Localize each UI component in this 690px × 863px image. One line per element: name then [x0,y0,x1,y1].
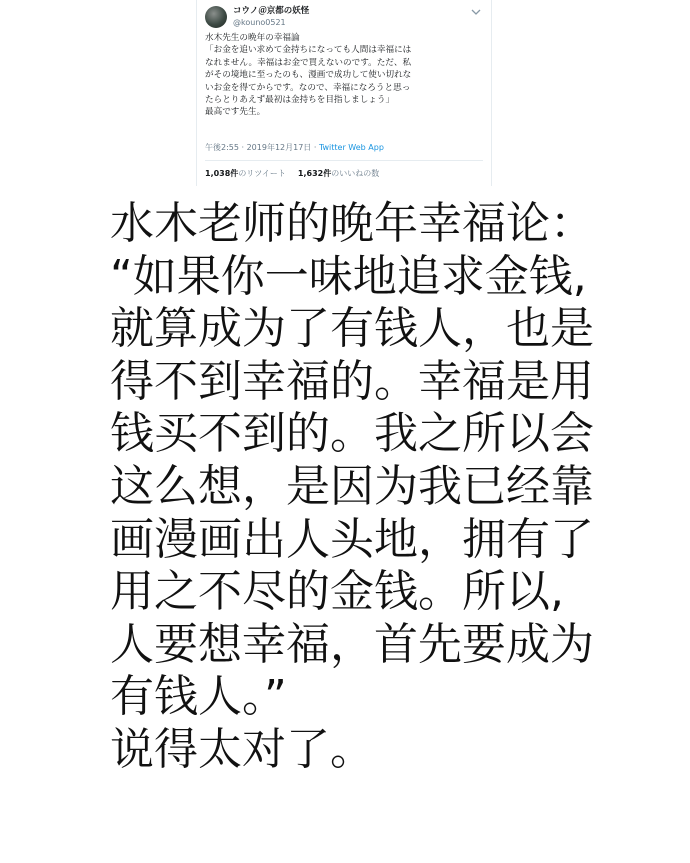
user-handle[interactable]: @kouno0521 [233,18,286,27]
translation-line: 人要想幸福，首先要成为 [110,618,594,670]
translation-text [110,198,680,777]
tweet-line: 「お金を追い求めて金持ちになっても人間は幸福には [205,45,412,56]
translation-line: 得不到幸福的。幸福是用 [110,355,594,407]
tweet-stats [205,168,379,179]
meta-separator: · [311,143,319,152]
tweet-timestamp[interactable]: 午後2:55 · 2019年12月17日 [205,143,312,152]
retweet-stat[interactable] [205,169,286,178]
translation-line: 钱买不到的。我之所以会 [110,408,594,460]
like-stat[interactable] [298,169,379,178]
translation-line: 说得太对了。 [110,723,374,775]
avatar[interactable] [205,6,227,28]
translation-line: 画漫画出人头地，拥有了 [110,513,594,565]
translation-line: 用之不尽的金钱。所以, [110,566,564,618]
translation-line: 就算成为了有钱人，也是 [110,303,594,355]
like-label: のいいねの数 [331,169,380,178]
retweet-count: 1,038件 [205,169,239,178]
tweet-line: なれません。幸福はお金で買えないのです。ただ、私 [205,57,412,68]
translation-line: 这么想，是因为我已经靠 [110,460,594,512]
tweet-source-link[interactable]: Twitter Web App [318,143,384,152]
retweet-label: のリツイート [238,169,286,178]
tweet-text [205,32,483,119]
tweet-card[interactable] [196,0,492,186]
tweet-line: がその境地に至ったのも、漫画で成功して使い切れな [205,70,412,81]
translation-line: “如果你一味地追求金钱, [110,250,587,302]
tweet-header [205,6,483,32]
divider [205,160,483,161]
like-count: 1,632件 [297,169,332,178]
translation-line: 有钱人。” [110,671,287,723]
tweet-line: たらとりあえず最初は金持ちを目指しましょう」 [205,95,395,106]
chevron-down-icon[interactable] [471,8,481,16]
tweet-meta [205,142,384,153]
tweet-line: 水木先生の晩年の幸福論 [205,33,300,43]
display-name[interactable]: コウノ＠京都の妖怪 [233,6,310,16]
translation-line: 水木老师的晚年幸福论： [110,198,594,249]
author-names[interactable] [233,6,309,28]
tweet-line: いお金を得てからです。なので、幸福になろうと思っ [205,82,411,93]
tweet-line: 最高です先生。 [205,107,266,118]
